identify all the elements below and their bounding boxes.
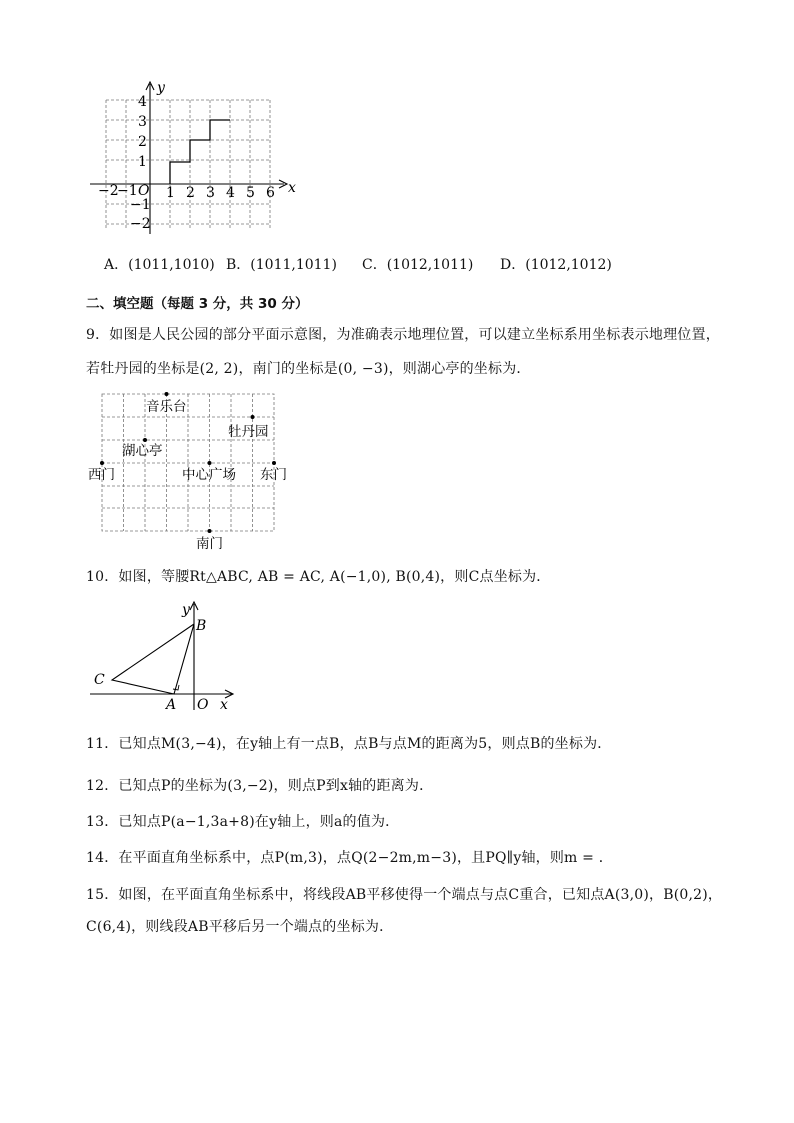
map-label-center: 中心广场	[182, 467, 236, 483]
section-title: 二、填空题（每题 3 分，共 30 分）	[86, 296, 309, 312]
y-tick: 2	[138, 134, 147, 150]
staircase-graph	[84, 78, 304, 238]
y-axis-label: y	[157, 80, 165, 96]
x-axis-label: x	[288, 180, 296, 196]
y-tick: 1	[138, 154, 147, 170]
q13-text: 13．已知点P(a−1,3a+8)在y轴上，则a的值为．	[86, 814, 400, 830]
y-tick: 4	[138, 94, 147, 110]
park-map	[84, 388, 304, 556]
map-label-music: 音乐台	[146, 399, 187, 415]
fig2-y-label: y	[182, 602, 190, 618]
origin-label: O	[138, 183, 150, 199]
q10-text: 10．如图，等腰Rt△ABC, AB = AC, A(−1,0), B(0,4)，则C点坐标为．	[86, 569, 551, 585]
option-d: D．(1012,1012)	[500, 257, 612, 273]
x-tick: 4	[226, 185, 235, 201]
triangle-figure	[84, 598, 244, 718]
q14-text: 14．在平面直角坐标系中，点P(m,3)，点Q(2−2m,m−3)，且PQ∥y轴，则m = ．	[86, 850, 613, 866]
fig2-x-label: x	[220, 697, 228, 713]
x-tick: 6	[266, 185, 275, 201]
q9-line1: 9．如图是人民公园的部分平面示意图，为准确表示地理位置，可以建立坐标系用坐标表示地理位置，	[86, 327, 720, 343]
q12-text: 12．已知点P的坐标为(3,−2)，则点P到x轴的距离为．	[86, 778, 434, 794]
x-tick: −1	[117, 183, 138, 199]
option-b: B．(1011,1011)	[226, 257, 337, 273]
x-tick: 3	[206, 185, 215, 201]
fig2-point-b: B	[196, 618, 207, 634]
y-tick: −2	[130, 216, 151, 232]
fig2-point-c: C	[94, 672, 105, 688]
y-tick: −1	[130, 197, 151, 213]
x-tick: 5	[246, 185, 255, 201]
option-c: C．(1012,1011)	[362, 257, 474, 273]
q15-line1: 15．如图，在平面直角坐标系中，将线段AB平移使得一个端点与点C重合，已知点A(3,0)，B(0,2)，	[86, 887, 723, 903]
x-tick: −2	[98, 183, 119, 199]
map-label-south: 南门	[196, 536, 223, 552]
y-tick: 3	[138, 114, 147, 130]
map-label-east: 东门	[260, 467, 287, 483]
x-tick: 2	[186, 185, 195, 201]
q11-text: 11．已知点M(3,−4)，在y轴上有一点B，点B与点M的距离为5，则点B的坐标为．	[86, 736, 612, 752]
option-a: A．(1011,1010)	[104, 257, 215, 273]
fig2-point-a: A	[166, 697, 177, 713]
q15-line2: C(6,4)，则线段AB平移后另一个端点的坐标为．	[86, 919, 394, 935]
q9-line2: 若牡丹园的坐标是(2, 2)，南门的坐标是(0, −3)，则湖心亭的坐标为．	[86, 361, 531, 377]
map-label-west: 西门	[88, 467, 115, 483]
map-label-lake: 湖心亭	[122, 443, 163, 459]
map-label-peony: 牡丹园	[228, 424, 269, 440]
fig2-origin: O	[197, 697, 209, 713]
x-tick: 1	[166, 185, 175, 201]
